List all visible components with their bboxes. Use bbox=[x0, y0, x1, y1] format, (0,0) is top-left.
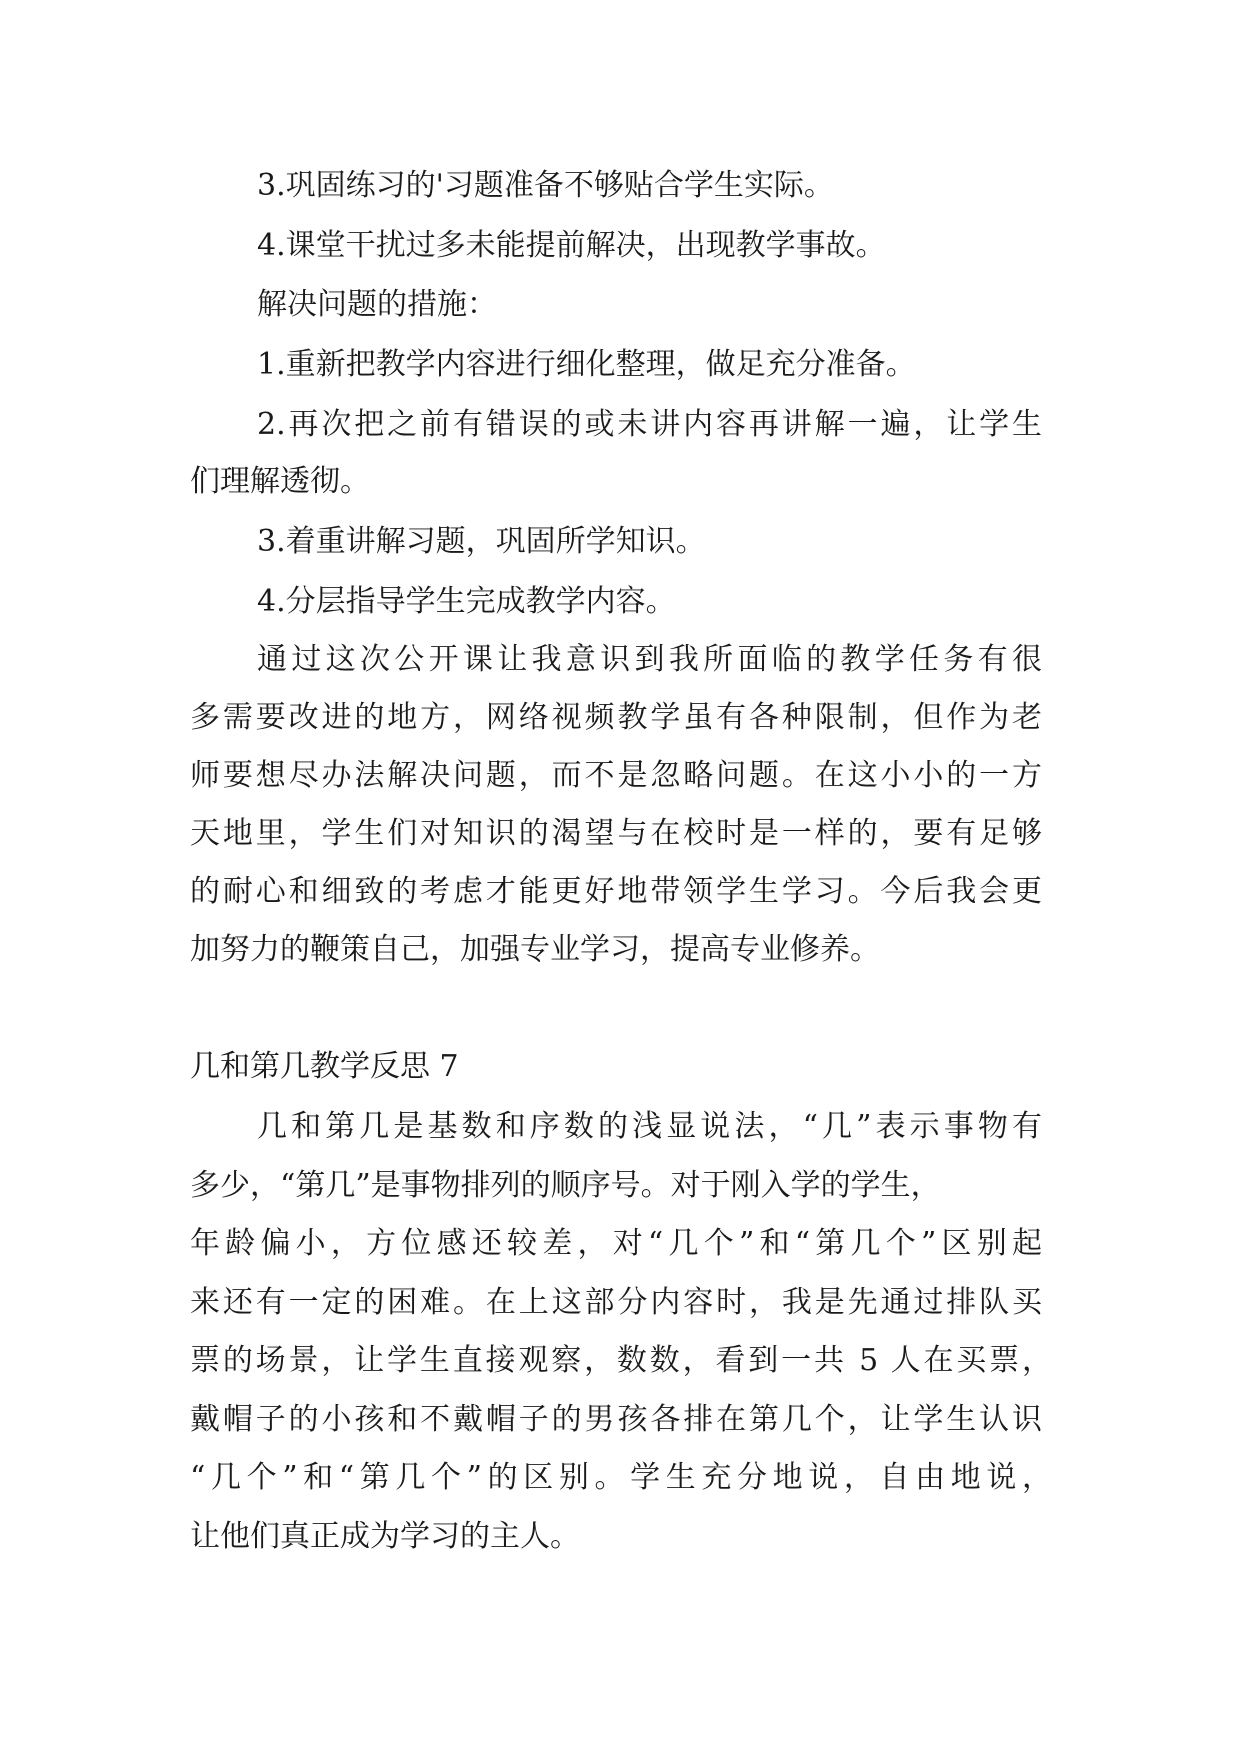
conclusion-line-6: 加努力的鞭策自己，加强专业学习，提高专业修养。 bbox=[190, 932, 880, 967]
body-line-6: 戴帽子的小孩和不戴帽子的男孩各排在第几个，让学生认识 bbox=[190, 1402, 1042, 1437]
section-title: 几和第几教学反思 7 bbox=[190, 1049, 459, 1084]
measure-item-4: 4.分层指导学生完成教学内容。 bbox=[257, 584, 676, 619]
conclusion-line-2: 多需要改进的地方，网络视频教学虽有各种限制，但作为老 bbox=[190, 700, 1042, 735]
measure-item-2-continued: 们理解透彻。 bbox=[190, 464, 370, 499]
body-line-2: 多少，“第几”是事物排列的顺序号。对于刚入学的学生， bbox=[190, 1168, 941, 1203]
problem-item-4: 4.课堂干扰过多未能提前解决，出现教学事故。 bbox=[257, 228, 886, 263]
body-line-1: 几和第几是基数和序数的浅显说法，“几”表示事物有 bbox=[257, 1109, 1042, 1144]
body-line-7: “几个”和“第几个”的区别。学生充分地说，自由地说， bbox=[190, 1460, 1052, 1495]
conclusion-line-3: 师要想尽办法解决问题，而不是忽略问题。在这小小的一方 bbox=[190, 758, 1042, 793]
conclusion-line-4: 天地里，学生们对知识的渴望与在校时是一样的，要有足够 bbox=[190, 816, 1042, 851]
body-line-4: 来还有一定的困难。在上这部分内容时，我是先通过排队买 bbox=[190, 1285, 1042, 1320]
body-line-8: 让他们真正成为学习的主人。 bbox=[190, 1519, 580, 1554]
measures-heading: 解决问题的措施： bbox=[257, 287, 497, 322]
conclusion-line-1: 通过这次公开课让我意识到我所面临的教学任务有很 bbox=[257, 642, 1042, 677]
measure-item-1: 1.重新把教学内容进行细化整理，做足充分准备。 bbox=[257, 347, 916, 382]
conclusion-line-5: 的耐心和细致的考虑才能更好地带领学生学习。今后我会更 bbox=[190, 874, 1042, 909]
problem-item-3: 3.巩固练习的'习题准备不够贴合学生实际。 bbox=[257, 168, 834, 203]
body-line-3: 年龄偏小，方位感还较差，对“几个”和“第几个”区别起 bbox=[190, 1226, 1042, 1261]
measure-item-3: 3.着重讲解习题，巩固所学知识。 bbox=[257, 524, 706, 559]
measure-item-2: 2.再次把之前有错误的或未讲内容再讲解一遍，让学生 bbox=[257, 407, 1042, 442]
body-line-5: 票的场景，让学生直接观察，数数，看到一共 5 人在买票， bbox=[190, 1343, 1052, 1378]
